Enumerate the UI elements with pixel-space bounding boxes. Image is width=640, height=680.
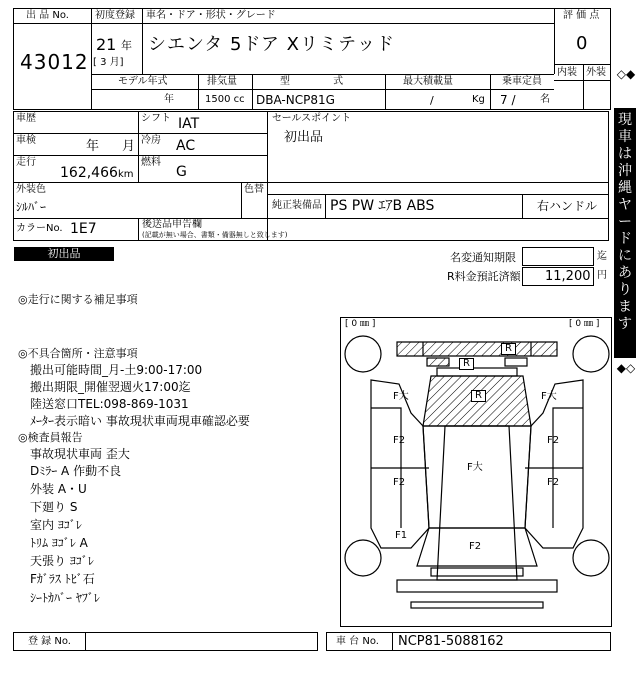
defect-line: 陸送窓口TEL:098-869-1031: [30, 397, 189, 411]
capacity-unit: 名: [540, 94, 550, 105]
inspector-line: 下廻り S: [30, 500, 78, 514]
steering-value: 右ハンドル: [537, 199, 598, 213]
car-diagram: [340, 317, 612, 627]
car-name: シエンタ 5ドア Xリミテッド: [148, 34, 395, 55]
inspection-year: 年: [86, 139, 100, 154]
name-change-label: 名変通知期限: [450, 251, 516, 264]
inspector-line: Fｶﾞﾗｽ ﾄﾋﾞ石: [30, 572, 95, 586]
chassis-value: NCP81-5088162: [398, 634, 504, 649]
inspector-line: Dﾐﾗｰ A 作動不良: [30, 464, 122, 478]
mileage-label: 走行: [16, 157, 36, 168]
reg-month: [ 3 月]: [93, 57, 124, 68]
damage-mark-f2: F2: [469, 541, 482, 552]
inspector-line: 事故現状車両 歪大: [30, 447, 130, 461]
fuel-label: 燃料: [141, 157, 161, 168]
damage-mark-r: R: [471, 390, 486, 402]
reg-no-label: 登 録 No.: [28, 636, 71, 647]
name-change-box: [522, 247, 594, 266]
shift-value: IAT: [178, 116, 200, 132]
history-label: 車歴: [16, 113, 36, 124]
ac-value: AC: [176, 138, 196, 154]
driving-title: ◎走行に関する補足事項: [18, 293, 138, 306]
damage-mark-r: R: [459, 358, 474, 370]
mileage-value: 162,466: [60, 165, 118, 181]
recycle-value: 11,200: [545, 269, 591, 284]
recycle-label: R料金預託済額: [447, 270, 521, 283]
damage-mark-f-large: F大: [467, 462, 483, 473]
ext-color-label: 外装色: [16, 184, 46, 195]
equipment-label: 純正装備品: [272, 200, 322, 211]
shift-label: シフト: [141, 113, 171, 124]
side-banner: 現 車 は 沖 縄 ヤ ー ド に あ り ま す: [614, 108, 636, 358]
model-year-unit: 年: [164, 94, 174, 105]
damage-mark-f-large: F大: [393, 391, 409, 402]
sales-point-label: セールスポイント: [272, 113, 352, 124]
type-label: 型 式: [280, 76, 344, 87]
tire-depth-right: [ 0 ㎜ ]: [569, 319, 600, 329]
damage-mark-f2: F2: [547, 477, 560, 488]
score-label: 評 価 点: [563, 10, 600, 21]
inspector-line: 室内 ﾖｺﾞﾚ: [30, 518, 82, 532]
defect-line: 搬出可能時間_月-土9:00-17:00: [30, 363, 203, 377]
lot-label: 出 品 No.: [26, 10, 69, 21]
defects-title: ◎不具合箇所・注意事項: [18, 347, 138, 360]
damage-mark-f-large: F大: [541, 391, 557, 402]
inspection-label: 車検: [16, 135, 36, 146]
damage-mark-f2: F2: [393, 435, 406, 446]
max-load-slash: /: [430, 94, 434, 107]
damage-mark-f2: F2: [547, 435, 560, 446]
first-reg-label: 初度登録: [95, 10, 135, 21]
max-load-unit: Kg: [472, 94, 485, 105]
chassis-label: 車 台 No.: [336, 636, 379, 647]
recycle-unit: 円: [597, 270, 607, 281]
reg-year: 21: [96, 35, 117, 54]
capacity-value: 7 /: [500, 93, 516, 107]
damage-mark-f2: F2: [393, 477, 406, 488]
ac-label: 冷房: [141, 135, 161, 146]
color-change-label: 色替: [244, 184, 264, 195]
damage-mark-f1: F1: [395, 530, 408, 541]
ext-color-value: ｼﾙﾊﾞｰ: [16, 200, 47, 214]
damage-mark-r: R: [501, 343, 516, 355]
exterior-label: 外装: [586, 67, 606, 78]
score-value: 0: [576, 33, 588, 54]
model-year-label: モデル年式: [118, 76, 168, 87]
after-note: (記載が無い場合、書類・備器無しと致します): [142, 231, 288, 239]
first-listing-badge: 初出品: [14, 247, 114, 261]
tire-depth-left: [ 0 ㎜ ]: [345, 319, 376, 329]
side-banner-bottom: ◆◇: [616, 361, 636, 375]
inspector-title: ◎検査員報告: [18, 431, 83, 444]
name-change-unit: 迄: [597, 251, 607, 262]
defect-line: 搬出期限_開催翌週火17:00迄: [30, 380, 191, 394]
side-banner-top: ◇◆: [616, 67, 636, 81]
color-no-value: 1E7: [70, 221, 97, 237]
inspector-line: 外装 A・U: [30, 482, 87, 496]
defect-line: ﾒｰﾀｰ表示暗い 事故現状車両現車確認必要: [30, 414, 250, 428]
lot-number: 43012: [20, 50, 89, 74]
inspector-line: ﾄﾘﾑ ﾖｺﾞﾚ A: [30, 536, 88, 550]
capacity-label: 乗車定員: [502, 76, 542, 87]
mileage-unit: km: [118, 169, 134, 180]
sales-point-value: 初出品: [284, 130, 324, 145]
inspector-line: 天張り ﾖｺﾞﾚ: [30, 554, 94, 568]
type-value: DBA-NCP81G: [256, 93, 335, 107]
displacement-label: 排気量: [207, 76, 237, 87]
inspection-month: 月: [122, 139, 136, 154]
displacement-value: 1500 cc: [205, 94, 245, 105]
color-no-label: カラーNo.: [16, 223, 63, 234]
fuel-value: G: [176, 164, 187, 180]
car-label: 車名・ドア・形状・グレード: [146, 10, 276, 21]
after-label: 後送品申告欄: [142, 219, 202, 230]
car-outline-svg: [341, 318, 613, 628]
interior-label: 内装: [557, 67, 577, 78]
max-load-label: 最大積載量: [403, 76, 453, 87]
equipment-value: PS PW ｴｱB ABS: [330, 198, 435, 214]
reg-year-unit: 年: [121, 39, 132, 52]
inspector-line: ｼｰﾄｶﾊﾞｰ ﾔﾌﾞﾚ: [30, 591, 100, 605]
